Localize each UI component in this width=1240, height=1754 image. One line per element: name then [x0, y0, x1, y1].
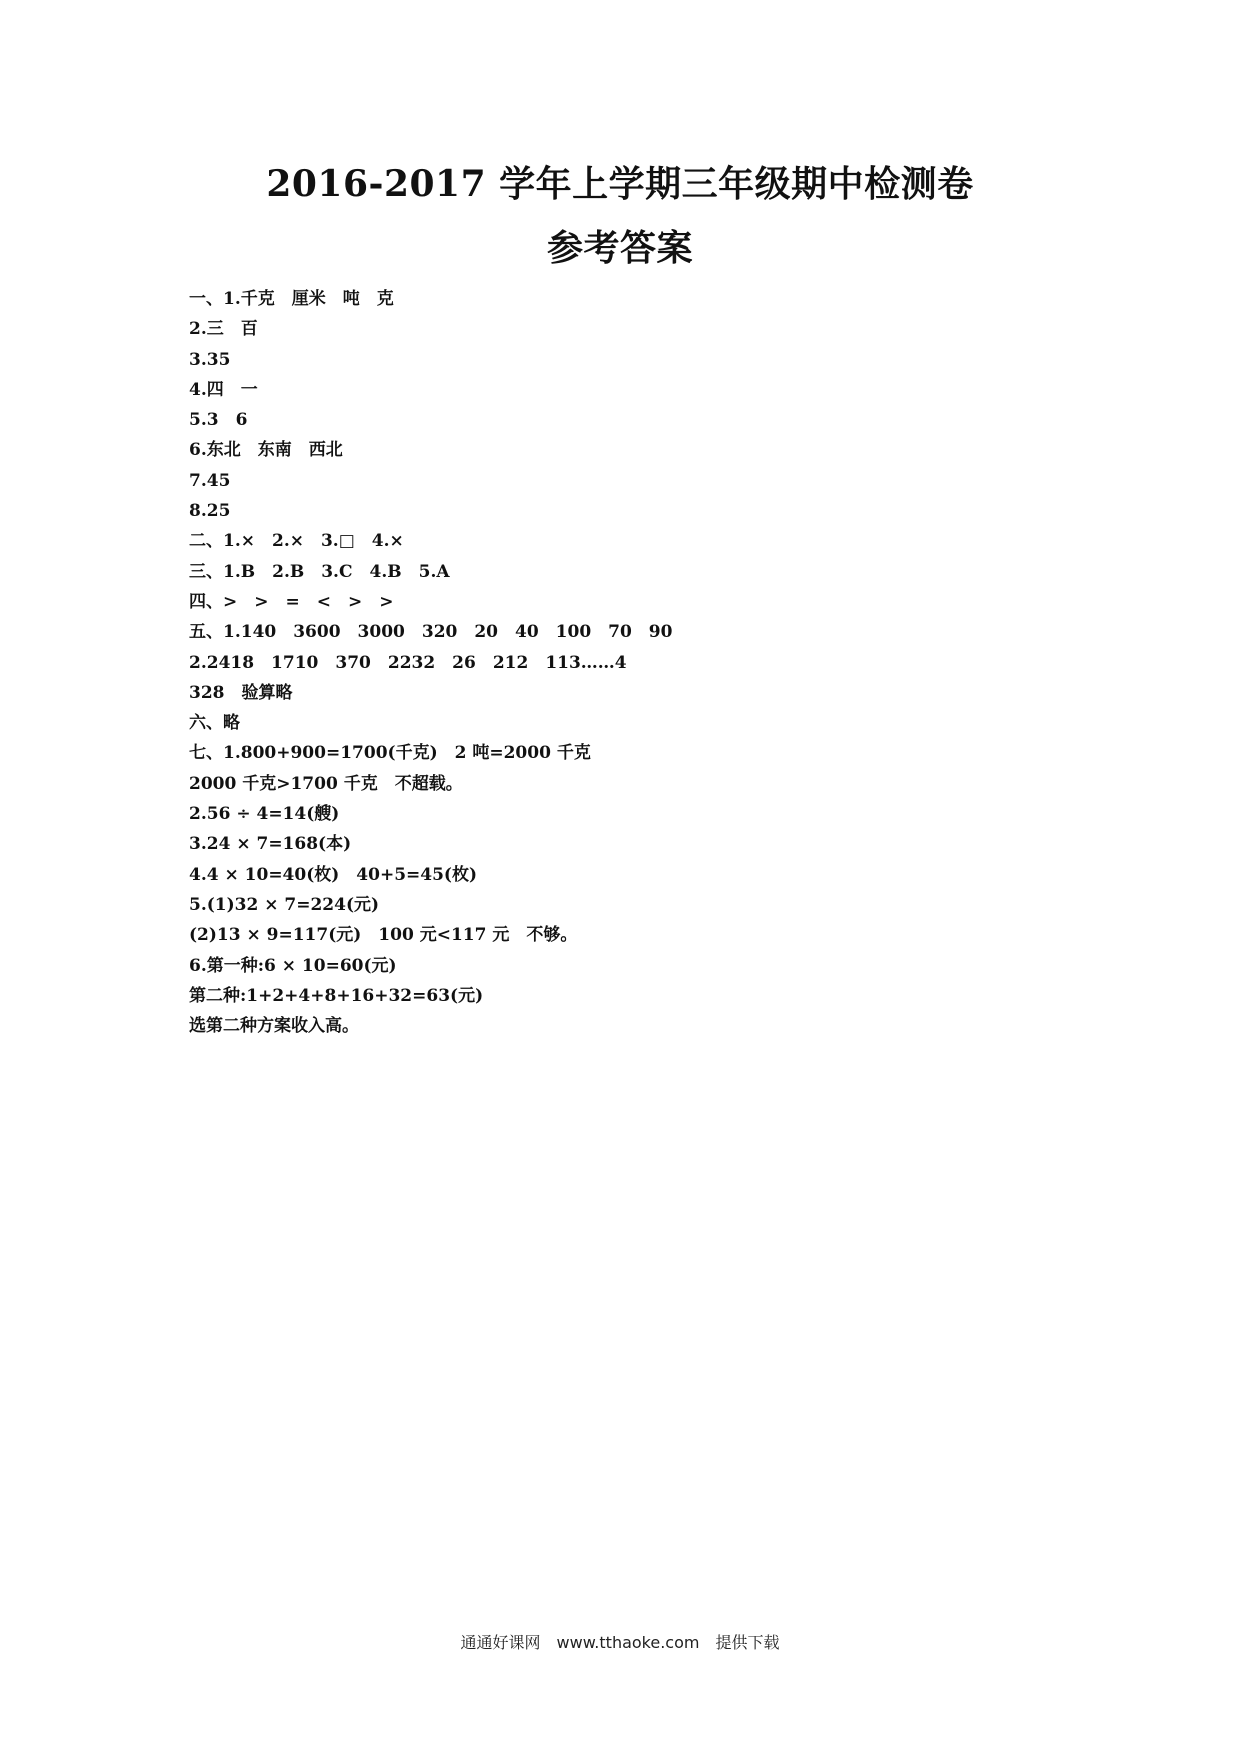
answer-list [189, 284, 1089, 1041]
answer-line-16: 七、1.800+900=1700(千克) 2 吨=2000 千克 [189, 743, 591, 764]
document-title: 2016-2017 学年上学期三年级期中检测卷 [266, 163, 974, 205]
answer-line-15: 六、略 [189, 713, 240, 734]
answer-line-11: 四、> > = < > > [189, 591, 394, 612]
answer-line-1: 一、1.千克 厘米 吨 克 [189, 289, 394, 309]
answer-line-5: 5.3 6 [189, 410, 248, 431]
answer-line-3: 3.35 [189, 349, 231, 370]
answer-line-12: 五、1.140 3600 3000 320 20 40 100 70 90 [189, 622, 673, 643]
answer-line-14: 328 验算略 [189, 682, 293, 703]
answer-line-13: 2.2418 1710 370 2232 26 212 113……4 [189, 652, 627, 673]
answer-line-6: 6.东北 东南 西北 [189, 440, 343, 461]
answer-line-21: 5.(1)32 × 7=224(元) [189, 894, 380, 915]
answer-line-22: (2)13 × 9=117(元) 100 元<117 元 不够。 [189, 925, 578, 946]
answer-line-10: 三、1.B 2.B 3.C 4.B 5.A [189, 561, 450, 582]
answer-line-17: 2000 千克>1700 千克 不超载。 [189, 773, 463, 794]
footer-source: 通通好课网 www.tthaoke.com 提供下载 [460, 1633, 780, 1652]
answer-line-4: 4.四 一 [189, 379, 258, 400]
answer-line-20: 4.4 × 10=40(枚) 40+5=45(枚) [189, 864, 478, 885]
document-subtitle: 参考答案 [546, 227, 693, 269]
answer-line-18: 2.56 ÷ 4=14(艘) [189, 804, 340, 825]
answer-line-23: 6.第一种:6 × 10=60(元) [189, 955, 397, 976]
answer-line-19: 3.24 × 7=168(本) [189, 834, 352, 855]
answer-line-8: 8.25 [189, 501, 231, 522]
answer-line-2: 2.三 百 [189, 319, 258, 340]
answer-line-7: 7.45 [189, 470, 231, 491]
answer-line-25: 选第二种方案收入高。 [189, 1016, 359, 1037]
answer-line-24: 第二种:1+2+4+8+16+32=63(元) [189, 985, 484, 1006]
answer-line-9: 二、1.× 2.× 3.□ 4.× [189, 531, 404, 552]
